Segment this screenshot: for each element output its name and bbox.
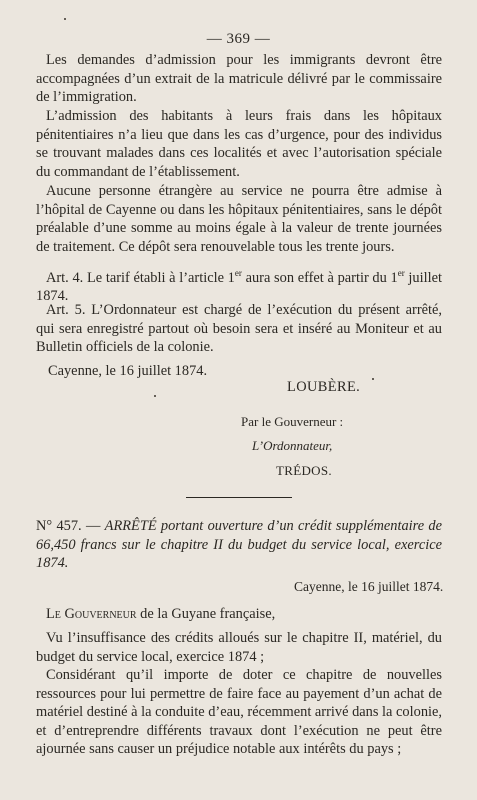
scan-speck <box>154 395 156 397</box>
section-divider <box>186 497 292 498</box>
article-4-text: Art. 4. Le tarif établi à l’article 1er aura son effet à partir du 1er juillet 1874. <box>36 268 443 305</box>
scan-speck <box>372 378 374 380</box>
scan-speck <box>64 18 66 20</box>
arrete-number: N° 457. — <box>36 518 101 534</box>
paragraph-personne-etrangere: Aucune personne étrangère au service ne pourra être admise à l’hôpital de Cayenne ou dans les hôpitaux pénitentiaires, sans le dépôt préalable d’une somme au moins égale à la valeur de trente journées de traitement. Ce dépôt sera renouvelable tous les trente jours. <box>36 183 442 255</box>
article-5-text: Art. 5. L’Ordonnateur est chargé de l’exécution du présent arrêté, qui sera enregistré partout où besoin sera et inséré au Moniteur et au Bulletin officiels de la colonie. <box>36 302 442 356</box>
governor-line-text: Le Gouverneur de la Guyane française, <box>46 606 276 622</box>
ordonnateur-title: L’Ordonnateur, <box>252 438 333 453</box>
arrete-title: ARRÊTÉ portant ouverture d’un crédit supplémentaire de 66,450 francs sur le chapitre II du budget du service local, exercice 1874. <box>36 518 442 572</box>
signature-place-date: Cayenne, le 16 juillet 1874. <box>48 363 208 379</box>
paragraph-article-4 <box>36 264 442 306</box>
paragraph-immigrants: Les demandes d’admission pour les immigrants devront être accompagnées d’un extrait de la matricule délivré par le commissaire de l’immigration. <box>36 52 442 106</box>
signature-name: LOUBÈRE. <box>287 379 361 395</box>
paragraph-article-5 <box>36 301 442 357</box>
arrete-heading <box>36 517 442 573</box>
arrete-date: Cayenne, le 16 juillet 1874. <box>294 579 444 594</box>
considerant-doter: Considérant qu’il importe de doter ce chapitre de nouvelles ressources pour lui permettre de faire face au payement d’un achat de matériel destiné à la conduite d’eau, récemment arrivé dans la colonie, et d’entreprendre différents travaux dont l’exécution ne peut être ajournée sans causer un préjudice notable aux intérêts du pays ; <box>36 667 442 758</box>
by-governor-line: Par le Gouverneur : <box>241 414 344 429</box>
governor-line <box>36 605 442 624</box>
paragraph-admission-habitants: L’admission des habitants à leurs frais dans les hôpitaux pénitentiaires n’a lieu que dans les cas d’urgence, pour des individus se trouvant malades dans ces localités et avec l’autorisation spéciale du commandant de l’établissement. <box>36 108 442 180</box>
considerant-vu: Vu l’insuffisance des crédits alloués sur le chapitre II, matériel, du budget du service local, exercice 1874 ; <box>36 630 442 665</box>
page-number: — 369 — <box>206 31 271 47</box>
signer-name: TRÉDOS. <box>276 463 332 478</box>
